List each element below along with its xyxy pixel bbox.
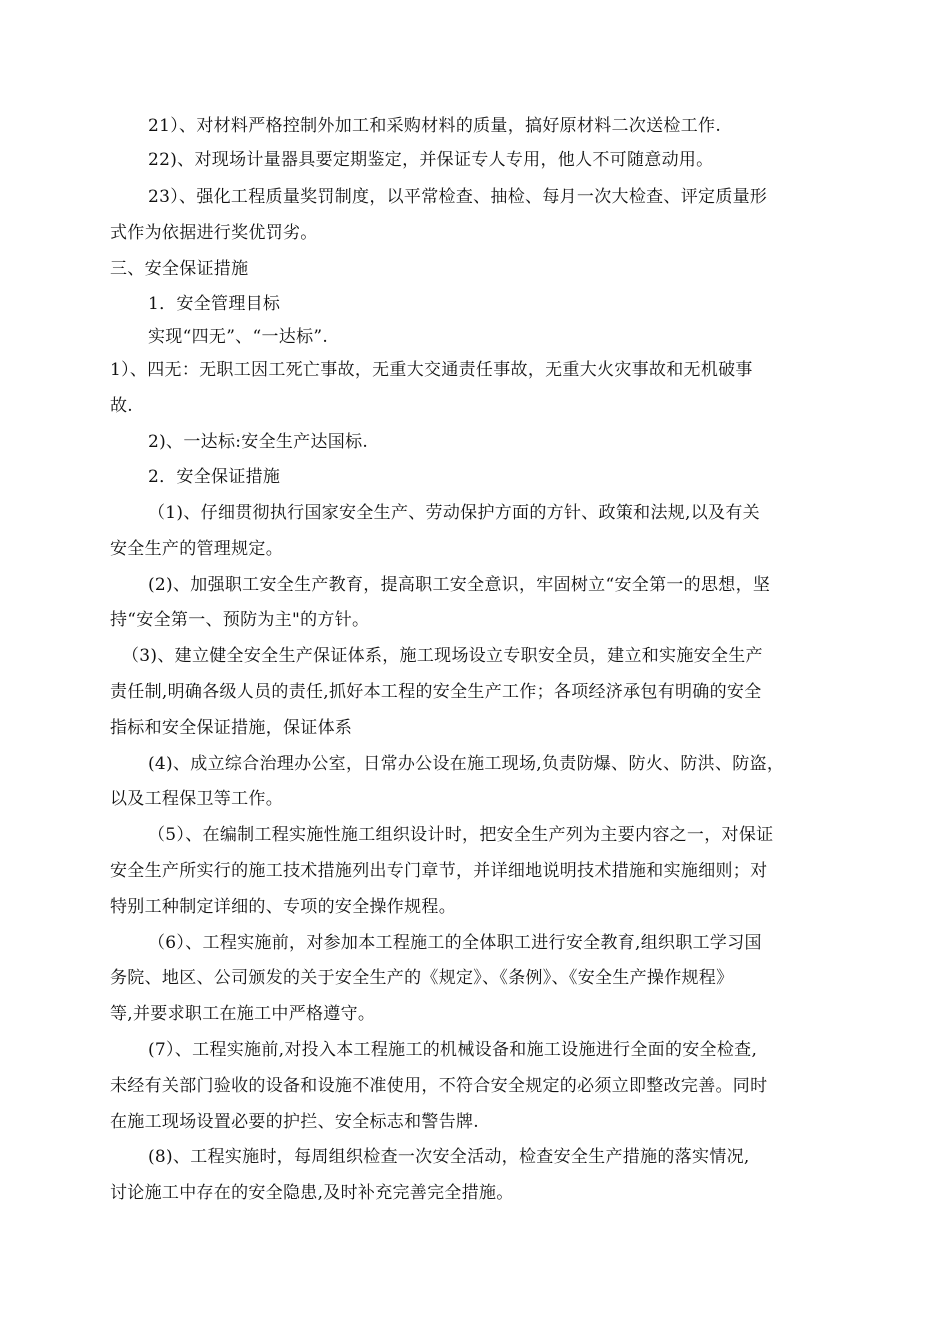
text-line: 未经有关部门验收的设备和设施不准使用，不符合安全规定的必须立即整改完善。同时 [110,1076,768,1096]
subsection-heading: 1．安全管理目标 [148,294,281,314]
text-line: 安全生产所实行的施工技术措施列出专门章节，并详细地说明技术措施和实施细则；对 [110,861,768,881]
text-line: (2)、加强职工安全生产教育，提高职工安全意识，牢固树立“安全第一的思想，坚 [148,575,771,595]
text-line: 故. [110,396,134,416]
text-line: (8)、工程实施时，每周组织检查一次安全活动，检查安全生产措施的落实情况, [148,1147,750,1167]
text-line: 讨论施工中存在的安全隐患,及时补充完善完全措施。 [110,1183,514,1203]
subsection-heading: 2．安全保证措施 [148,467,281,487]
text-line: 责任制,明确各级人员的责任,抓好本工程的安全生产工作；各项经济承包有明确的安全 [110,682,762,702]
text-line: 式作为依据进行奖优罚劣。 [110,223,318,243]
text-line: 以及工程保卫等工作。 [110,789,283,809]
text-line: (7）、工程实施前,对投入本工程施工的机械设备和施工设施进行全面的安全检查, [148,1040,758,1060]
text-line: 实现“四无”、“一达标”. [148,327,329,347]
text-line: （3)、建立健全安全生产保证体系，施工现场设立专职安全员，建立和实施安全生产 [122,646,763,666]
text-line: 特别工种制定详细的、专项的安全操作规程。 [110,897,456,917]
text-line: 2)、一达标:安全生产达国标. [148,432,369,452]
text-line: (4)、成立综合治理办公室，日常办公设在施工现场,负责防爆、防火、防洪、防盗， [148,754,785,774]
text-line: 等,并要求职工在施工中严格遵守。 [110,1004,376,1024]
text-line: （1)、仔细贯彻执行国家安全生产、劳动保护方面的方针、政策和法规,以及有关 [148,503,760,523]
text-line: 21）、对材料严格控制外加工和采购材料的质量，搞好原材料二次送检工作. [148,116,722,136]
text-line: 1）、四无：无职工因工死亡事故，无重大交通责任事故，无重大火灾事故和无机破事 [110,360,753,380]
text-line: 务院、地区、公司颁发的关于安全生产的《规定》、《条例》、《安全生产操作规程》 [110,968,734,988]
text-line: 持“安全第一、预防为主"的方针。 [110,610,370,630]
text-line: （6）、工程实施前，对参加本工程施工的全体职工进行安全教育,组织职工学习国 [148,933,762,953]
text-line: （5）、在编制工程实施性施工组织设计时，把安全生产列为主要内容之一，对保证 [148,825,774,845]
text-line: 安全生产的管理规定。 [110,539,283,559]
text-line: 22)、对现场计量器具要定期鉴定，并保证专人专用，他人不可随意动用。 [148,150,714,170]
section-heading: 三、安全保证措施 [110,259,249,279]
text-line: 在施工现场设置必要的护拦、安全标志和警告牌. [110,1112,480,1132]
text-line: 23）、强化工程质量奖罚制度，以平常检查、抽检、每月一次大检查、评定质量形 [148,187,768,207]
text-line: 指标和安全保证措施，保证体系 [110,718,353,738]
